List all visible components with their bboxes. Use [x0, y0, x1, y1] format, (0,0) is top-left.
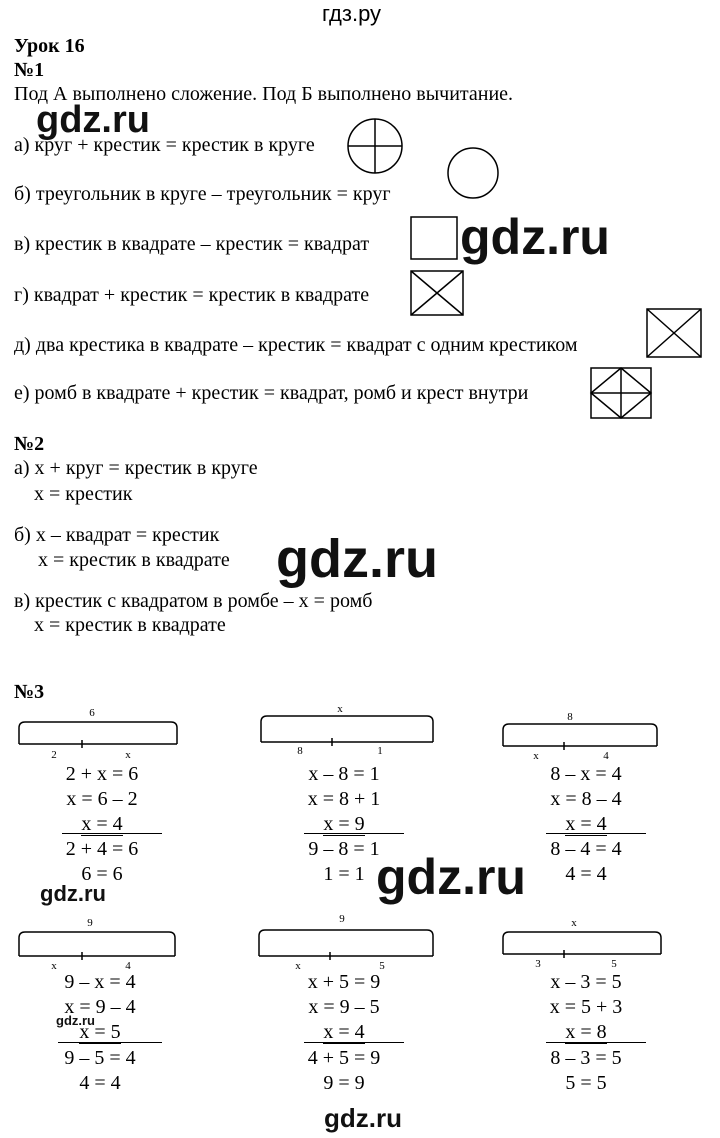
- scheme-top-label: 8: [567, 711, 573, 723]
- scheme-right-label: 4: [603, 750, 609, 762]
- watermark: gdz.ru: [276, 529, 438, 589]
- divider: [58, 1042, 162, 1043]
- watermark: gdz.ru: [376, 849, 526, 905]
- segment-scheme: [260, 698, 436, 756]
- equation-answer: х = 4: [81, 813, 123, 835]
- square-icon: [410, 216, 458, 260]
- task1-item-a: а) круг + крестик = крестик в круге: [14, 134, 315, 156]
- task2-v-line1: в) крестик с квадратом в ромбе – х = ромб: [14, 590, 373, 612]
- equation-line: 2 + х = 6: [65, 763, 139, 785]
- watermark: gdz.ru: [460, 209, 610, 265]
- task1-number: №1: [14, 59, 45, 81]
- segment-scheme: [502, 912, 666, 968]
- equation-line: 4 = 4: [79, 1072, 121, 1094]
- equation-line: х = 5 + 3: [549, 996, 623, 1018]
- scheme-right-label: 5: [379, 960, 385, 972]
- equation-line: 1 = 1: [323, 863, 365, 885]
- equation-answer: х = 4: [565, 813, 607, 835]
- scheme-left-label: х: [51, 960, 57, 972]
- task1-item-b: б) треугольник в круге – треугольник = круг: [14, 183, 391, 205]
- segment-scheme: [502, 708, 662, 760]
- equation-line: х = 6 – 2: [66, 788, 138, 810]
- task2-b-line1: б) х – квадрат = крестик: [14, 524, 220, 546]
- equation-line: х + 5 = 9: [307, 971, 381, 993]
- divider: [546, 833, 646, 834]
- equation-line: 2 + 4 = 6: [65, 838, 139, 860]
- site-header: гдз.ру: [322, 1, 382, 26]
- circle-icon: [446, 146, 500, 200]
- scheme-top-label: х: [337, 703, 343, 715]
- square-diamond-cross-icon: [590, 367, 652, 419]
- task1-item-g: г) квадрат + крестик = крестик в квадрате: [14, 284, 370, 306]
- scheme-right-label: х: [125, 749, 131, 761]
- scheme-top-label: 9: [87, 917, 93, 929]
- divider: [62, 833, 162, 834]
- task2-v-line2: х = крестик в квадрате: [34, 614, 226, 636]
- equation-answer: х = 4: [323, 1021, 365, 1043]
- lesson-title: Урок 16: [14, 35, 85, 57]
- equation-line: 8 – х = 4: [550, 763, 622, 785]
- equation-line: х = 8 + 1: [307, 788, 381, 810]
- scheme-left-label: х: [295, 960, 301, 972]
- segment-scheme: [258, 910, 436, 970]
- divider: [546, 1042, 646, 1043]
- equation-line: [274, 1020, 414, 1044]
- scheme-top-label: 9: [339, 913, 345, 925]
- circle-cross-icon: [346, 117, 404, 175]
- scheme-left-label: 2: [51, 749, 57, 761]
- watermark: gdz.ru: [324, 1103, 402, 1133]
- equation-line: 5 = 5: [565, 1072, 607, 1094]
- square-x-icon: [410, 270, 464, 316]
- equation-line: [516, 1020, 656, 1044]
- task1-intro: Под А выполнено сложение. Под Б выполнено вычитание.: [14, 83, 514, 105]
- scheme-left-label: 8: [297, 745, 303, 757]
- equation-line: 9 – 5 = 4: [64, 1047, 136, 1069]
- equation-line: х = 8 – 4: [550, 788, 622, 810]
- equation-line: 4 = 4: [565, 863, 607, 885]
- equation-line: 8 – 3 = 5: [550, 1047, 622, 1069]
- scheme-top-label: х: [571, 917, 577, 929]
- equation-line: 8 – 4 = 4: [550, 838, 622, 860]
- task3-number: №3: [14, 681, 45, 703]
- equation-line: 4 + 5 = 9: [307, 1047, 381, 1069]
- scheme-left-label: х: [533, 750, 539, 762]
- equation-answer: х = 5: [79, 1021, 121, 1043]
- equation-line: х = 9 – 4: [64, 996, 136, 1018]
- equation-answer: х = 9: [323, 813, 365, 835]
- equation-line: 9 = 9: [323, 1072, 365, 1094]
- task2-number: №2: [14, 433, 45, 455]
- divider: [304, 833, 404, 834]
- equation-line: х = 9 – 5: [308, 996, 380, 1018]
- equation-line: [30, 1020, 170, 1044]
- scheme-top-label: 6: [89, 707, 95, 719]
- task1-item-d: д) два крестика в квадрате – крестик = квадрат с одним крестиком: [14, 334, 578, 356]
- equation-line: 9 – х = 4: [64, 971, 136, 993]
- task2-b-line2: х = крестик в квадрате: [38, 549, 230, 571]
- equation-line: х – 8 = 1: [308, 763, 380, 785]
- segment-scheme: [18, 704, 180, 760]
- equation-answer: х = 8: [565, 1021, 607, 1043]
- scheme-right-label: 5: [611, 958, 617, 970]
- divider: [304, 1042, 404, 1043]
- scheme-left-label: 3: [535, 958, 541, 970]
- task1-item-e: е) ромб в квадрате + крестик = квадрат, ромб и крест внутри: [14, 382, 529, 404]
- task2-a-line1: а) х + круг = крестик в круге: [14, 457, 258, 479]
- task1-item-v: в) крестик в квадрате – крестик = квадрат: [14, 233, 370, 255]
- scheme-right-label: 1: [377, 745, 383, 757]
- watermark: gdz.ru: [40, 881, 106, 906]
- scheme-right-label: 4: [125, 960, 131, 972]
- equation-line: 6 = 6: [81, 863, 123, 885]
- watermark: gdz.ru: [36, 99, 150, 141]
- square-x-icon: [646, 308, 702, 358]
- equation-line: х – 3 = 5: [550, 971, 622, 993]
- equation-line: 9 – 8 = 1: [308, 838, 380, 860]
- task2-a-line2: х = крестик: [34, 483, 133, 505]
- watermark: gdz.ru: [56, 1013, 95, 1028]
- segment-scheme: [18, 914, 180, 970]
